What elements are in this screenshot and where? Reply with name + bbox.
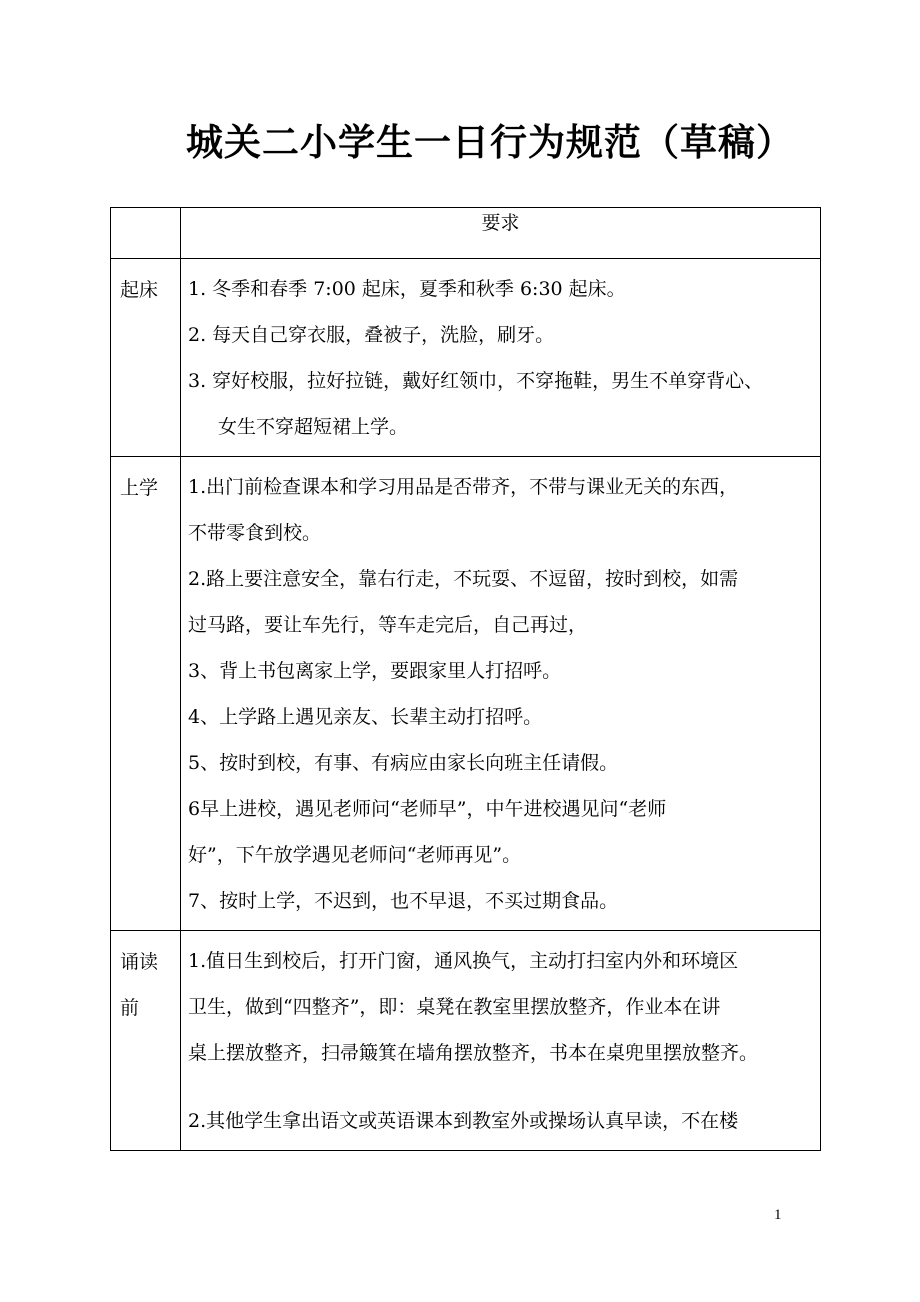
list-item: 3. 穿好校服，拉好拉链，戴好红领巾，不穿拖鞋，男生不单穿背心、 [188, 370, 764, 392]
category-cell [111, 457, 181, 931]
list-item: 3、背上书包离家上学，要跟家里人打招呼。 [188, 660, 562, 682]
list-item: 1. 冬季和春季 7:00 起床，夏季和秋季 6:30 起床。 [188, 278, 626, 300]
list-item: 2.路上要注意安全，靠右行走，不玩耍、不逗留，按时到校，如需 [188, 568, 739, 590]
list-item: 过马路，要让车先行，等车走完后，自己再过， [188, 614, 588, 636]
page-title: 城关二小学生一日行为规范（草稿） [186, 121, 794, 164]
requirements-cell [181, 457, 821, 931]
category-cell [111, 931, 181, 1151]
page-number: 1 [774, 1207, 782, 1223]
category-label-line: 诵读 [120, 951, 159, 973]
header-requirement-cell: 要求 [181, 208, 821, 259]
table-row [111, 457, 821, 931]
list-item: 5、按时到校，有事、有病应由家长向班主任请假。 [188, 752, 619, 774]
list-item: 不带零食到校。 [188, 522, 322, 544]
category-cell [111, 259, 181, 457]
list-item: 4、上学路上遇见亲友、长辈主动打招呼。 [188, 706, 543, 728]
category-label: 上学 [120, 477, 159, 499]
list-item: 女生不穿超短裙上学。 [218, 416, 409, 438]
list-item: 1.值日生到校后，打开门窗，通风换气，主动打扫室内外和环境区 [188, 950, 739, 972]
category-label: 起床 [120, 279, 159, 301]
list-item: 1.出门前检查课本和学习用品是否带齐，不带与课业无关的东西， [188, 476, 739, 498]
requirements-cell [181, 259, 821, 457]
list-item: 7、按时上学，不迟到，也不早退，不买过期食品。 [188, 890, 619, 912]
rules-table [110, 207, 821, 1151]
table-header-row [111, 208, 821, 259]
list-item: 6早上进校，遇见老师问“老师早”，中午进校遇见问“老师 [188, 798, 667, 820]
table-row [111, 931, 821, 1151]
requirements-cell [181, 931, 821, 1151]
header-category-cell [111, 208, 181, 259]
list-item: 桌上摆放整齐，扫帚簸箕在墙角摆放整齐，书本在桌兜里摆放整齐。 [188, 1042, 759, 1064]
list-item: 好”，下午放学遇见老师问“老师再见”。 [188, 844, 522, 866]
table-row [111, 259, 821, 457]
list-item: 2.其他学生拿出语文或英语课本到教室外或操场认真早读，不在楼 [188, 1110, 739, 1132]
list-item: 2. 每天自己穿衣服，叠被子，洗脸，刷牙。 [188, 324, 555, 346]
category-label-line: 前 [120, 997, 140, 1019]
list-item: 卫生，做到“四整齐”，即：桌凳在教室里摆放整齐，作业本在讲 [188, 996, 721, 1018]
